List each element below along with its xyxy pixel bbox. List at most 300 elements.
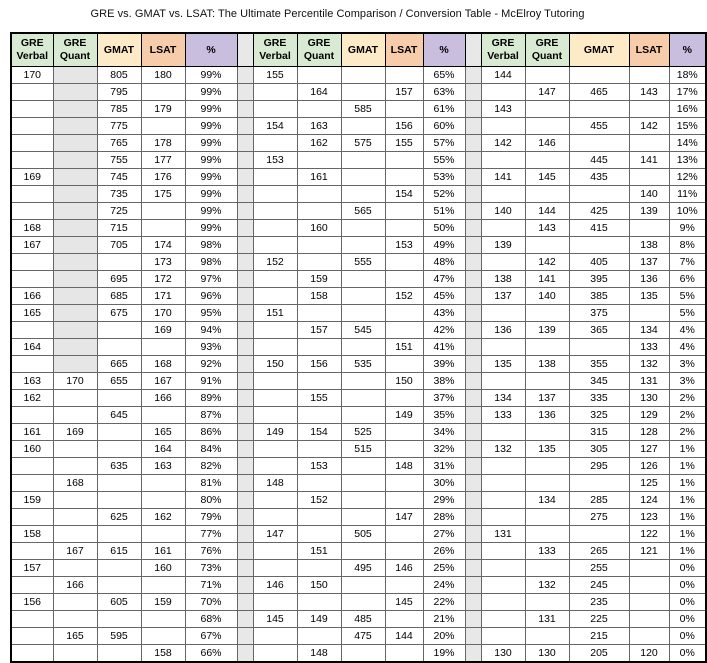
cell-gre-verbal	[253, 492, 297, 509]
cell-gre-quant: 153	[297, 458, 341, 475]
cell-gre-quant	[53, 67, 97, 84]
cell-gap	[237, 441, 253, 458]
table-row	[11, 611, 706, 628]
cell-gre-quant	[297, 186, 341, 203]
cell-gmat	[97, 390, 141, 407]
cell-percent: 45%	[423, 288, 465, 305]
cell-lsat	[141, 577, 185, 594]
cell-gmat: 715	[97, 220, 141, 237]
cell-percent: 0%	[669, 645, 706, 663]
cell-lsat: 177	[141, 152, 185, 169]
cell-gre-quant: 164	[297, 84, 341, 101]
cell-lsat	[385, 390, 423, 407]
cell-gmat: 765	[97, 135, 141, 152]
cell-lsat: 122	[629, 526, 669, 543]
cell-gre-verbal: 163	[11, 373, 53, 390]
cell-percent: 96%	[185, 288, 237, 305]
cell-gre-verbal	[11, 254, 53, 271]
cell-lsat	[385, 492, 423, 509]
cell-lsat	[385, 322, 423, 339]
cell-gre-quant: 156	[297, 356, 341, 373]
cell-gmat	[341, 169, 385, 186]
header-gre-verbal-3: GRE Verbal	[481, 33, 525, 67]
cell-percent: 99%	[185, 135, 237, 152]
cell-gmat: 635	[97, 458, 141, 475]
cell-percent: 48%	[423, 254, 465, 271]
cell-percent: 26%	[423, 543, 465, 560]
cell-gre-verbal	[253, 407, 297, 424]
cell-gre-quant	[53, 407, 97, 424]
cell-percent: 28%	[423, 509, 465, 526]
cell-gre-verbal	[253, 628, 297, 645]
cell-percent: 39%	[423, 356, 465, 373]
cell-gap	[237, 628, 253, 645]
cell-gre-quant	[53, 186, 97, 203]
cell-gre-quant: 142	[525, 254, 569, 271]
cell-gre-quant: 158	[297, 288, 341, 305]
cell-lsat: 170	[141, 305, 185, 322]
cell-percent: 87%	[185, 407, 237, 424]
cell-gre-quant	[297, 594, 341, 611]
table-row	[11, 254, 706, 271]
cell-gap	[465, 305, 481, 322]
cell-gre-verbal: 160	[11, 441, 53, 458]
cell-gap	[237, 560, 253, 577]
cell-gre-verbal	[253, 441, 297, 458]
header-lsat-2: LSAT	[385, 33, 423, 67]
cell-gre-quant	[53, 101, 97, 118]
table-row	[11, 645, 706, 663]
cell-gmat	[97, 339, 141, 356]
cell-gre-quant	[525, 237, 569, 254]
cell-gre-quant: 132	[525, 577, 569, 594]
cell-percent: 19%	[423, 645, 465, 663]
cell-gre-verbal: 132	[481, 441, 525, 458]
cell-percent: 27%	[423, 526, 465, 543]
cell-gre-quant	[53, 288, 97, 305]
cell-gmat	[97, 424, 141, 441]
cell-lsat: 146	[385, 560, 423, 577]
cell-percent: 91%	[185, 373, 237, 390]
cell-gap	[237, 271, 253, 288]
cell-gre-verbal	[481, 186, 525, 203]
cell-gmat: 565	[341, 203, 385, 220]
cell-lsat: 176	[141, 169, 185, 186]
table-row	[11, 101, 706, 118]
cell-gre-verbal	[11, 135, 53, 152]
cell-gap	[237, 101, 253, 118]
cell-gre-quant	[53, 322, 97, 339]
table-row	[11, 373, 706, 390]
cell-percent: 16%	[669, 101, 706, 118]
cell-percent: 67%	[185, 628, 237, 645]
cell-percent: 73%	[185, 560, 237, 577]
cell-gap	[237, 577, 253, 594]
cell-percent: 70%	[185, 594, 237, 611]
cell-percent: 34%	[423, 424, 465, 441]
cell-gmat: 475	[341, 628, 385, 645]
cell-percent: 30%	[423, 475, 465, 492]
cell-percent: 99%	[185, 101, 237, 118]
cell-gmat: 415	[569, 220, 629, 237]
cell-percent: 25%	[423, 560, 465, 577]
cell-gre-verbal	[253, 84, 297, 101]
cell-gap	[465, 356, 481, 373]
cell-gre-verbal	[481, 492, 525, 509]
cell-gre-quant: 134	[525, 492, 569, 509]
cell-lsat: 165	[141, 424, 185, 441]
cell-gmat: 575	[341, 135, 385, 152]
cell-gre-verbal	[253, 543, 297, 560]
cell-gap	[237, 492, 253, 509]
cell-gre-verbal: 154	[253, 118, 297, 135]
cell-lsat	[629, 135, 669, 152]
cell-gmat	[341, 509, 385, 526]
cell-gre-quant: 141	[525, 271, 569, 288]
cell-percent: 17%	[669, 84, 706, 101]
cell-percent: 41%	[423, 339, 465, 356]
cell-gmat: 405	[569, 254, 629, 271]
table-row	[11, 356, 706, 373]
table-row	[11, 322, 706, 339]
cell-gap	[465, 407, 481, 424]
cell-gmat	[97, 441, 141, 458]
cell-percent: 43%	[423, 305, 465, 322]
cell-gre-verbal	[11, 577, 53, 594]
cell-gap	[465, 560, 481, 577]
cell-lsat: 133	[629, 339, 669, 356]
header-percent-2: %	[423, 33, 465, 67]
table-row	[11, 305, 706, 322]
cell-gre-quant: 143	[525, 220, 569, 237]
cell-gre-verbal: 142	[481, 135, 525, 152]
cell-lsat	[141, 203, 185, 220]
cell-lsat: 153	[385, 237, 423, 254]
table-container	[10, 20, 698, 663]
cell-gre-verbal	[253, 271, 297, 288]
cell-gmat	[97, 611, 141, 628]
cell-percent: 89%	[185, 390, 237, 407]
cell-percent: 9%	[669, 220, 706, 237]
cell-gmat: 485	[341, 611, 385, 628]
cell-percent: 49%	[423, 237, 465, 254]
cell-gre-quant	[525, 373, 569, 390]
cell-gre-quant	[53, 84, 97, 101]
cell-gre-quant	[297, 441, 341, 458]
cell-percent: 1%	[669, 475, 706, 492]
cell-lsat	[629, 169, 669, 186]
cell-gre-quant	[525, 152, 569, 169]
cell-percent: 0%	[669, 594, 706, 611]
cell-gmat: 275	[569, 509, 629, 526]
cell-gap	[237, 526, 253, 543]
cell-gre-quant	[525, 339, 569, 356]
header-gre-verbal-1: GRE Verbal	[11, 33, 53, 67]
cell-lsat: 120	[629, 645, 669, 663]
cell-gap	[237, 254, 253, 271]
table-body	[11, 67, 706, 663]
cell-gre-verbal	[11, 475, 53, 492]
table-row	[11, 475, 706, 492]
cell-lsat	[629, 577, 669, 594]
cell-lsat: 174	[141, 237, 185, 254]
cell-gre-quant	[297, 475, 341, 492]
cell-gre-verbal: 144	[481, 67, 525, 84]
cell-gre-quant: 168	[53, 475, 97, 492]
cell-gre-verbal: 159	[11, 492, 53, 509]
cell-gmat: 455	[569, 118, 629, 135]
cell-gmat: 425	[569, 203, 629, 220]
cell-gmat	[569, 101, 629, 118]
cell-gmat	[341, 84, 385, 101]
cell-lsat: 132	[629, 356, 669, 373]
cell-gmat	[341, 577, 385, 594]
cell-gre-verbal: 131	[481, 526, 525, 543]
cell-percent: 76%	[185, 543, 237, 560]
cell-gre-verbal	[11, 509, 53, 526]
cell-gre-quant	[297, 560, 341, 577]
cell-gap	[465, 220, 481, 237]
header-gmat-3: GMAT	[569, 33, 629, 67]
cell-lsat	[385, 543, 423, 560]
cell-gmat	[341, 645, 385, 663]
cell-gmat: 345	[569, 373, 629, 390]
cell-gre-quant	[53, 645, 97, 663]
cell-gre-quant: 144	[525, 203, 569, 220]
cell-gre-quant: 135	[525, 441, 569, 458]
cell-lsat	[385, 356, 423, 373]
cell-gap	[465, 543, 481, 560]
cell-gre-verbal	[481, 118, 525, 135]
cell-gre-verbal	[253, 458, 297, 475]
cell-gre-quant	[53, 118, 97, 135]
cell-percent: 93%	[185, 339, 237, 356]
cell-percent: 20%	[423, 628, 465, 645]
cell-gre-quant: 157	[297, 322, 341, 339]
cell-gre-quant	[53, 594, 97, 611]
table-row	[11, 628, 706, 645]
cell-gre-quant	[525, 118, 569, 135]
cell-gmat: 685	[97, 288, 141, 305]
cell-percent: 1%	[669, 509, 706, 526]
cell-gmat: 545	[341, 322, 385, 339]
cell-gmat	[341, 220, 385, 237]
cell-gre-verbal: 165	[11, 305, 53, 322]
cell-gap	[465, 322, 481, 339]
header-lsat-3: LSAT	[629, 33, 669, 67]
cell-gre-quant	[53, 509, 97, 526]
table-row	[11, 594, 706, 611]
cell-gre-verbal: 133	[481, 407, 525, 424]
cell-lsat: 163	[141, 458, 185, 475]
cell-gap	[465, 390, 481, 407]
cell-percent: 60%	[423, 118, 465, 135]
cell-gmat: 335	[569, 390, 629, 407]
cell-gmat: 295	[569, 458, 629, 475]
cell-gre-verbal	[11, 203, 53, 220]
cell-gmat: 725	[97, 203, 141, 220]
cell-lsat: 147	[385, 509, 423, 526]
cell-gre-quant	[53, 254, 97, 271]
cell-lsat: 156	[385, 118, 423, 135]
cell-gre-verbal: 141	[481, 169, 525, 186]
cell-gre-verbal	[481, 577, 525, 594]
cell-gap	[465, 424, 481, 441]
cell-lsat: 145	[385, 594, 423, 611]
cell-gre-verbal: 137	[481, 288, 525, 305]
cell-percent: 3%	[669, 356, 706, 373]
cell-gre-verbal	[481, 475, 525, 492]
cell-gre-quant: 131	[525, 611, 569, 628]
cell-gre-quant	[525, 186, 569, 203]
cell-gre-verbal	[253, 373, 297, 390]
table-row	[11, 288, 706, 305]
cell-percent: 95%	[185, 305, 237, 322]
cell-gre-verbal	[253, 390, 297, 407]
cell-lsat: 168	[141, 356, 185, 373]
cell-gmat	[341, 475, 385, 492]
cell-gre-verbal	[253, 288, 297, 305]
cell-percent: 21%	[423, 611, 465, 628]
cell-percent: 99%	[185, 152, 237, 169]
cell-lsat	[629, 628, 669, 645]
cell-gre-quant: 148	[297, 645, 341, 663]
cell-gmat: 505	[341, 526, 385, 543]
cell-lsat: 178	[141, 135, 185, 152]
cell-gap	[237, 305, 253, 322]
cell-percent: 98%	[185, 254, 237, 271]
cell-gre-quant: 152	[297, 492, 341, 509]
cell-gap	[465, 611, 481, 628]
cell-lsat: 160	[141, 560, 185, 577]
cell-gre-quant: 160	[297, 220, 341, 237]
cell-gre-verbal: 148	[253, 475, 297, 492]
table-row	[11, 390, 706, 407]
cell-gre-verbal	[253, 220, 297, 237]
cell-percent: 37%	[423, 390, 465, 407]
cell-gmat	[341, 118, 385, 135]
table-row	[11, 577, 706, 594]
cell-gre-quant	[525, 628, 569, 645]
cell-gap	[465, 373, 481, 390]
cell-lsat	[385, 645, 423, 663]
cell-percent: 82%	[185, 458, 237, 475]
cell-gre-quant	[53, 390, 97, 407]
cell-percent: 84%	[185, 441, 237, 458]
cell-lsat: 134	[629, 322, 669, 339]
cell-lsat: 137	[629, 254, 669, 271]
cell-percent: 99%	[185, 84, 237, 101]
cell-gap	[465, 271, 481, 288]
cell-gre-quant: 150	[297, 577, 341, 594]
cell-gap	[237, 424, 253, 441]
cell-lsat: 167	[141, 373, 185, 390]
cell-lsat	[629, 594, 669, 611]
cell-gre-quant	[53, 169, 97, 186]
cell-gre-quant	[525, 458, 569, 475]
cell-gmat: 305	[569, 441, 629, 458]
cell-lsat	[141, 118, 185, 135]
cell-gre-quant	[53, 560, 97, 577]
cell-percent: 66%	[185, 645, 237, 663]
cell-gmat: 755	[97, 152, 141, 169]
cell-gmat: 215	[569, 628, 629, 645]
cell-lsat: 144	[385, 628, 423, 645]
cell-lsat: 131	[629, 373, 669, 390]
cell-percent: 63%	[423, 84, 465, 101]
cell-gmat	[341, 373, 385, 390]
cell-lsat: 126	[629, 458, 669, 475]
cell-gmat: 445	[569, 152, 629, 169]
cell-lsat: 141	[629, 152, 669, 169]
cell-lsat	[385, 577, 423, 594]
cell-gap	[465, 628, 481, 645]
cell-gap	[237, 475, 253, 492]
cell-gmat	[341, 407, 385, 424]
cell-gre-quant	[297, 407, 341, 424]
cell-gre-verbal	[253, 645, 297, 663]
cell-gmat: 435	[569, 169, 629, 186]
cell-lsat: 124	[629, 492, 669, 509]
header-gmat-2: GMAT	[341, 33, 385, 67]
cell-gap	[237, 509, 253, 526]
cell-gap	[237, 373, 253, 390]
cell-percent: 99%	[185, 118, 237, 135]
header-lsat-1: LSAT	[141, 33, 185, 67]
cell-lsat: 154	[385, 186, 423, 203]
cell-lsat	[141, 475, 185, 492]
cell-gre-quant: 167	[53, 543, 97, 560]
cell-gre-quant	[297, 152, 341, 169]
cell-gre-quant: 136	[525, 407, 569, 424]
cell-gap	[465, 152, 481, 169]
cell-gre-quant	[525, 526, 569, 543]
cell-percent: 18%	[669, 67, 706, 84]
cell-percent: 10%	[669, 203, 706, 220]
cell-lsat	[629, 305, 669, 322]
cell-gre-verbal: 134	[481, 390, 525, 407]
cell-gap	[237, 390, 253, 407]
cell-percent: 22%	[423, 594, 465, 611]
cell-gre-verbal	[481, 254, 525, 271]
cell-gre-verbal: 140	[481, 203, 525, 220]
cell-percent: 2%	[669, 407, 706, 424]
cell-gap	[465, 288, 481, 305]
cell-gre-verbal	[481, 220, 525, 237]
cell-lsat	[385, 441, 423, 458]
cell-gap	[465, 475, 481, 492]
cell-lsat	[385, 271, 423, 288]
cell-gmat	[341, 390, 385, 407]
cell-lsat	[385, 220, 423, 237]
cell-gre-verbal	[253, 101, 297, 118]
cell-lsat: 161	[141, 543, 185, 560]
cell-gap	[465, 67, 481, 84]
cell-lsat: 171	[141, 288, 185, 305]
cell-gmat: 805	[97, 67, 141, 84]
cell-percent: 38%	[423, 373, 465, 390]
cell-gre-verbal	[481, 458, 525, 475]
cell-gre-verbal: 166	[11, 288, 53, 305]
cell-gmat: 255	[569, 560, 629, 577]
cell-gre-verbal	[11, 543, 53, 560]
cell-percent: 1%	[669, 526, 706, 543]
cell-gre-verbal	[481, 509, 525, 526]
cell-percent: 0%	[669, 628, 706, 645]
cell-gmat: 535	[341, 356, 385, 373]
cell-gmat: 205	[569, 645, 629, 663]
cell-lsat	[385, 203, 423, 220]
